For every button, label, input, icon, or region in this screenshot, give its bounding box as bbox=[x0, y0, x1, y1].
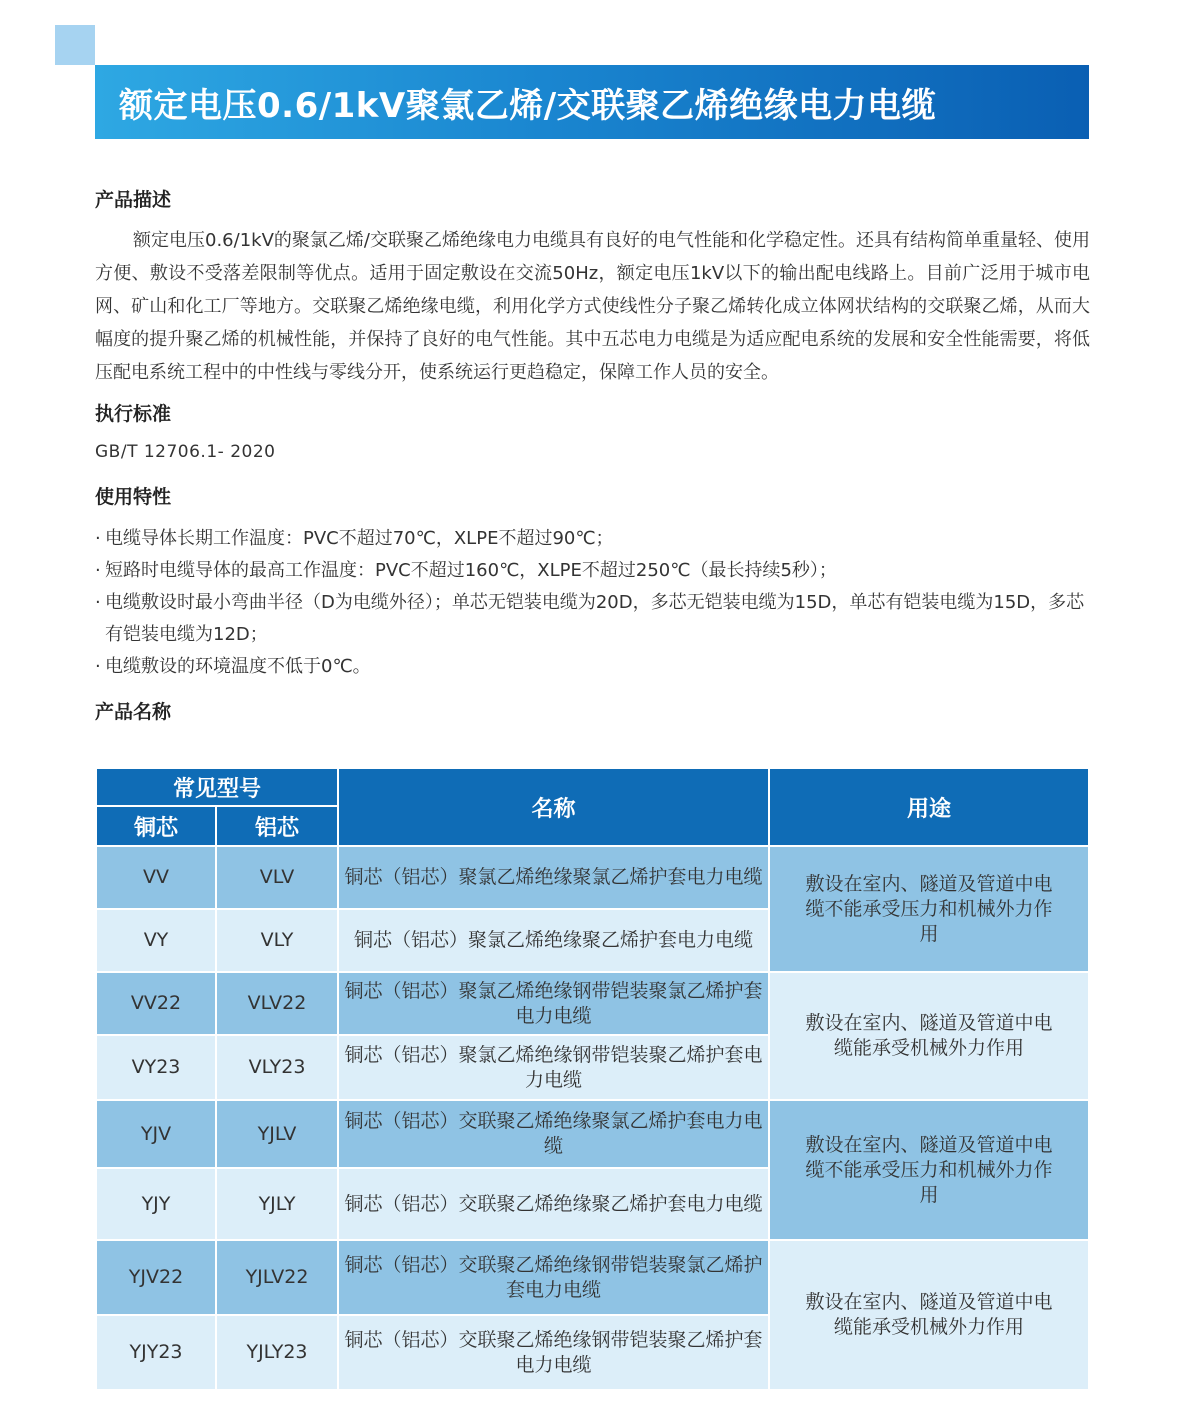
table-cell-name: 铜芯（铝芯）交联聚乙烯绝缘钢带铠装聚乙烯护套电力电缆 bbox=[338, 1315, 769, 1390]
accent-square bbox=[55, 25, 95, 65]
table-cell-copper: VV bbox=[96, 846, 216, 909]
header-model-group: 常见型号 bbox=[96, 768, 338, 806]
table-cell-name: 铜芯（铝芯）聚氯乙烯绝缘聚氯乙烯护套电力电缆 bbox=[338, 846, 769, 909]
title-bar bbox=[95, 65, 1089, 139]
table-cell-name: 铜芯（铝芯）交联聚乙烯绝缘钢带铠装聚氯乙烯护套电力电缆 bbox=[338, 1240, 769, 1315]
product-table bbox=[95, 767, 1090, 1391]
standard-heading: 执行标准 bbox=[95, 403, 172, 425]
features-list bbox=[95, 523, 1090, 683]
bullet: · bbox=[95, 656, 101, 677]
description-text: 额定电压0.6/1kV的聚氯乙烯/交联聚乙烯绝缘电力电缆具有良好的电气性能和化学稳定性。还具有结构简单重量轻、使用方便、敷设不受落差限制等优点。适用于固定敷设在交流50Hz，额定电压1kV以下的输出配电线路上。目前广泛用于城市电网、矿山和化工厂等地方。交联聚乙烯绝缘电缆，利用化学方式使线性分子聚乙烯转化成立体网状结构的交联聚乙烯，从而大幅度的提升聚乙烯的机械性能，并保持了良好的电气性能。其中五芯电力电缆是为适应配电系统的发展和安全性能需要，将低压配电系统工程中的中性线与零线分开，使系统运行更趋稳定，保障工作人员的安全。 bbox=[95, 230, 1090, 383]
table-cell-aluminum: YJLV22 bbox=[216, 1240, 338, 1315]
features-heading: 使用特性 bbox=[95, 486, 172, 508]
feature-text: 电缆导体长期工作温度：PVC不超过70℃，XLPE不超过90℃； bbox=[105, 528, 614, 549]
table-cell-name: 铜芯（铝芯）聚氯乙烯绝缘聚乙烯护套电力电缆 bbox=[338, 909, 769, 972]
description-heading: 产品描述 bbox=[95, 189, 172, 211]
table-cell-usage: 敷设在室内、隧道及管道中电缆能承受机械外力作用 bbox=[769, 972, 1089, 1100]
header-name: 名称 bbox=[338, 768, 769, 846]
table-cell-usage: 敷设在室内、隧道及管道中电缆不能承受压力和机械外力作用 bbox=[769, 1100, 1089, 1240]
feature-item bbox=[95, 523, 1090, 555]
table-cell-aluminum: VLY bbox=[216, 909, 338, 972]
feature-item bbox=[95, 555, 1090, 587]
table-cell-copper: YJV bbox=[96, 1100, 216, 1168]
table-cell-copper: VV22 bbox=[96, 972, 216, 1035]
feature-text: 电缆敷设时最小弯曲半径（D为电缆外径）；单芯无铠装电缆为20D，多芯无铠装电缆为15D，单芯有铠装电缆为15D，多芯有铠装电缆为12D； bbox=[105, 592, 1085, 645]
table-cell-usage: 敷设在室内、隧道及管道中电缆不能承受压力和机械外力作用 bbox=[769, 846, 1089, 972]
table-cell-aluminum: YJLV bbox=[216, 1100, 338, 1168]
table-cell-aluminum: VLV22 bbox=[216, 972, 338, 1035]
table-cell-name: 铜芯（铝芯）交联聚乙烯绝缘聚氯乙烯护套电力电缆 bbox=[338, 1100, 769, 1168]
products-heading: 产品名称 bbox=[95, 701, 172, 723]
table-cell-name: 铜芯（铝芯）交联聚乙烯绝缘聚乙烯护套电力电缆 bbox=[338, 1168, 769, 1240]
table-cell-copper: YJV22 bbox=[96, 1240, 216, 1315]
feature-text: 电缆敷设的环境温度不低于0℃。 bbox=[105, 656, 371, 677]
bullet: · bbox=[95, 528, 101, 549]
standard-text: GB/T 12706.1- 2020 bbox=[95, 442, 276, 462]
table-cell-copper: YJY bbox=[96, 1168, 216, 1240]
table-cell-copper: VY23 bbox=[96, 1035, 216, 1100]
table-cell-aluminum: VLY23 bbox=[216, 1035, 338, 1100]
table-cell-copper: YJY23 bbox=[96, 1315, 216, 1390]
table-cell-aluminum: YJLY bbox=[216, 1168, 338, 1240]
feature-item bbox=[95, 651, 1090, 683]
page-title: 额定电压0.6/1kV聚氯乙烯/交联聚乙烯绝缘电力电缆 bbox=[119, 85, 937, 126]
bullet: · bbox=[95, 560, 101, 581]
table-cell-copper: VY bbox=[96, 909, 216, 972]
table-cell-usage: 敷设在室内、隧道及管道中电缆能承受机械外力作用 bbox=[769, 1240, 1089, 1390]
table-cell-name: 铜芯（铝芯）聚氯乙烯绝缘钢带铠装聚氯乙烯护套电力电缆 bbox=[338, 972, 769, 1035]
table-cell-name: 铜芯（铝芯）聚氯乙烯绝缘钢带铠装聚乙烯护套电力电缆 bbox=[338, 1035, 769, 1100]
header-copper: 铜芯 bbox=[96, 806, 216, 846]
content bbox=[95, 185, 1090, 736]
header-aluminum: 铝芯 bbox=[216, 806, 338, 846]
header-usage: 用途 bbox=[769, 768, 1089, 846]
feature-text: 短路时电缆导体的最高工作温度：PVC不超过160℃，XLPE不超过250℃（最长持续5秒）； bbox=[105, 560, 837, 581]
feature-item bbox=[95, 587, 1090, 651]
table-cell-aluminum: VLV bbox=[216, 846, 338, 909]
table-cell-aluminum: YJLY23 bbox=[216, 1315, 338, 1390]
bullet: · bbox=[95, 592, 101, 613]
